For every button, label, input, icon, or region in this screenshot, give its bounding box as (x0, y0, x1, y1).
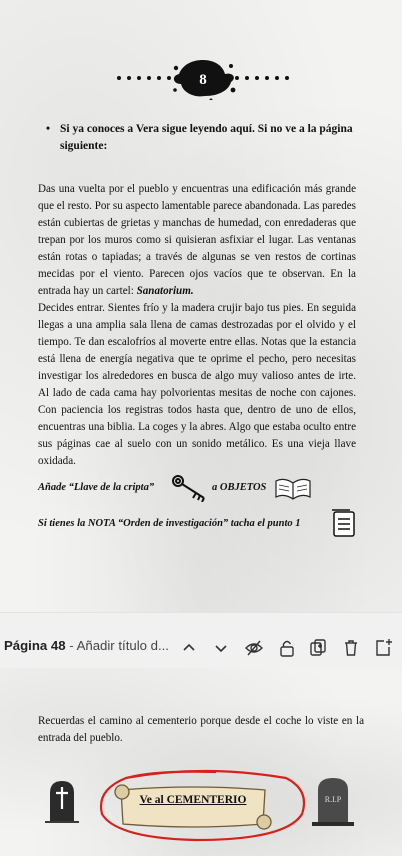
page-title-field[interactable]: Página 48 - Añadir título d... (4, 638, 169, 653)
story-paragraph-3: Recuerdas el camino al cementerio porque desde el coche lo viste en la entrada del pueblo. (38, 715, 364, 744)
note-list-icon (330, 508, 358, 538)
trash-icon (340, 637, 362, 659)
add-page-icon (372, 637, 394, 659)
add-page-button[interactable] (372, 637, 394, 659)
open-book-icon (274, 475, 312, 501)
key-icon (170, 472, 210, 502)
story-paragraph-1 (38, 181, 356, 300)
eye-off-icon (243, 637, 265, 659)
chevron-down-icon (210, 637, 232, 659)
duplicate-icon (307, 637, 329, 659)
lock-page-button[interactable] (276, 637, 298, 659)
add-item-instruction: Añade “Llave de la cripta” (38, 482, 155, 493)
story-paragraph-2: Decides entrar. Sientes frío y la madera crujir bajo tus pies. En seguida llegas a una amplia sala llena de camas destrozadas por el olvido y el tiempo. Te dan escalofríos al moverte entre ellas. Notas que la estancia está llena de energía negativa que te oprime el pecho, pero necesitas investigar los alrededores en busca de algo muy valioso antes de irte. Al lado de cada cama hay polvorientas mesitas de noche con cajones. Con paciencia los registras todos hasta que, dentro de uno de ellos, encuentras una biblia. La coges y la abres. Algo que estaba oculto entre sus páginas cae al suelo con un sonido metálico. Es una vieja llave oxidada. (38, 302, 356, 467)
sanatorium-sign-text: Sanatorium. (136, 285, 194, 297)
bullet-text: Si ya conoces a Vera sigue leyendo aquí. Si no ve a la página siguiente: (60, 123, 353, 152)
story-paragraph-1-text: Das una vuelta por el pueblo y encuentras una edificación más grande que el resto. Por su aspecto lamentable parece abandonada. Las paredes están cubiertas de grietas y manchas de humedad, con enredaderas que trepan por los muros como si quisieran asfixiar el lugar. Las ventanas están rotas o tapiadas; a través de algunas se ven restos de cortinas mecidas por el viento. Parecen ojos vacíos que te observan. En la entrada hay un cartel: (38, 183, 356, 297)
objects-target-label: a OBJETOS (212, 482, 267, 493)
duplicate-page-button[interactable] (307, 637, 329, 659)
ink-splat-number-badge (113, 56, 293, 100)
add-title-placeholder[interactable]: Añadir título d... (76, 638, 169, 653)
hide-page-button[interactable] (243, 637, 265, 659)
go-to-cemetery-link[interactable]: Ve al CEMENTERIO (139, 794, 247, 806)
red-highlight-ring (96, 768, 310, 844)
lock-icon (276, 637, 298, 659)
tombstone-cross-icon (45, 779, 79, 823)
tombstone-rip-icon (310, 776, 356, 826)
chevron-up-icon (178, 637, 200, 659)
move-page-up-button[interactable] (178, 637, 200, 659)
note-instruction: Si tienes la NOTA “Orden de investigación” tacha el punto 1 (38, 518, 301, 529)
rip-text: R.I.P (324, 795, 342, 804)
page-toolbar (0, 612, 402, 669)
page-number-badge: 8 (199, 72, 207, 88)
bullet-dot-icon: • (46, 123, 51, 135)
move-page-down-button[interactable] (210, 637, 232, 659)
page-number-label: Página 48 (4, 638, 66, 653)
delete-page-button[interactable] (340, 637, 362, 659)
